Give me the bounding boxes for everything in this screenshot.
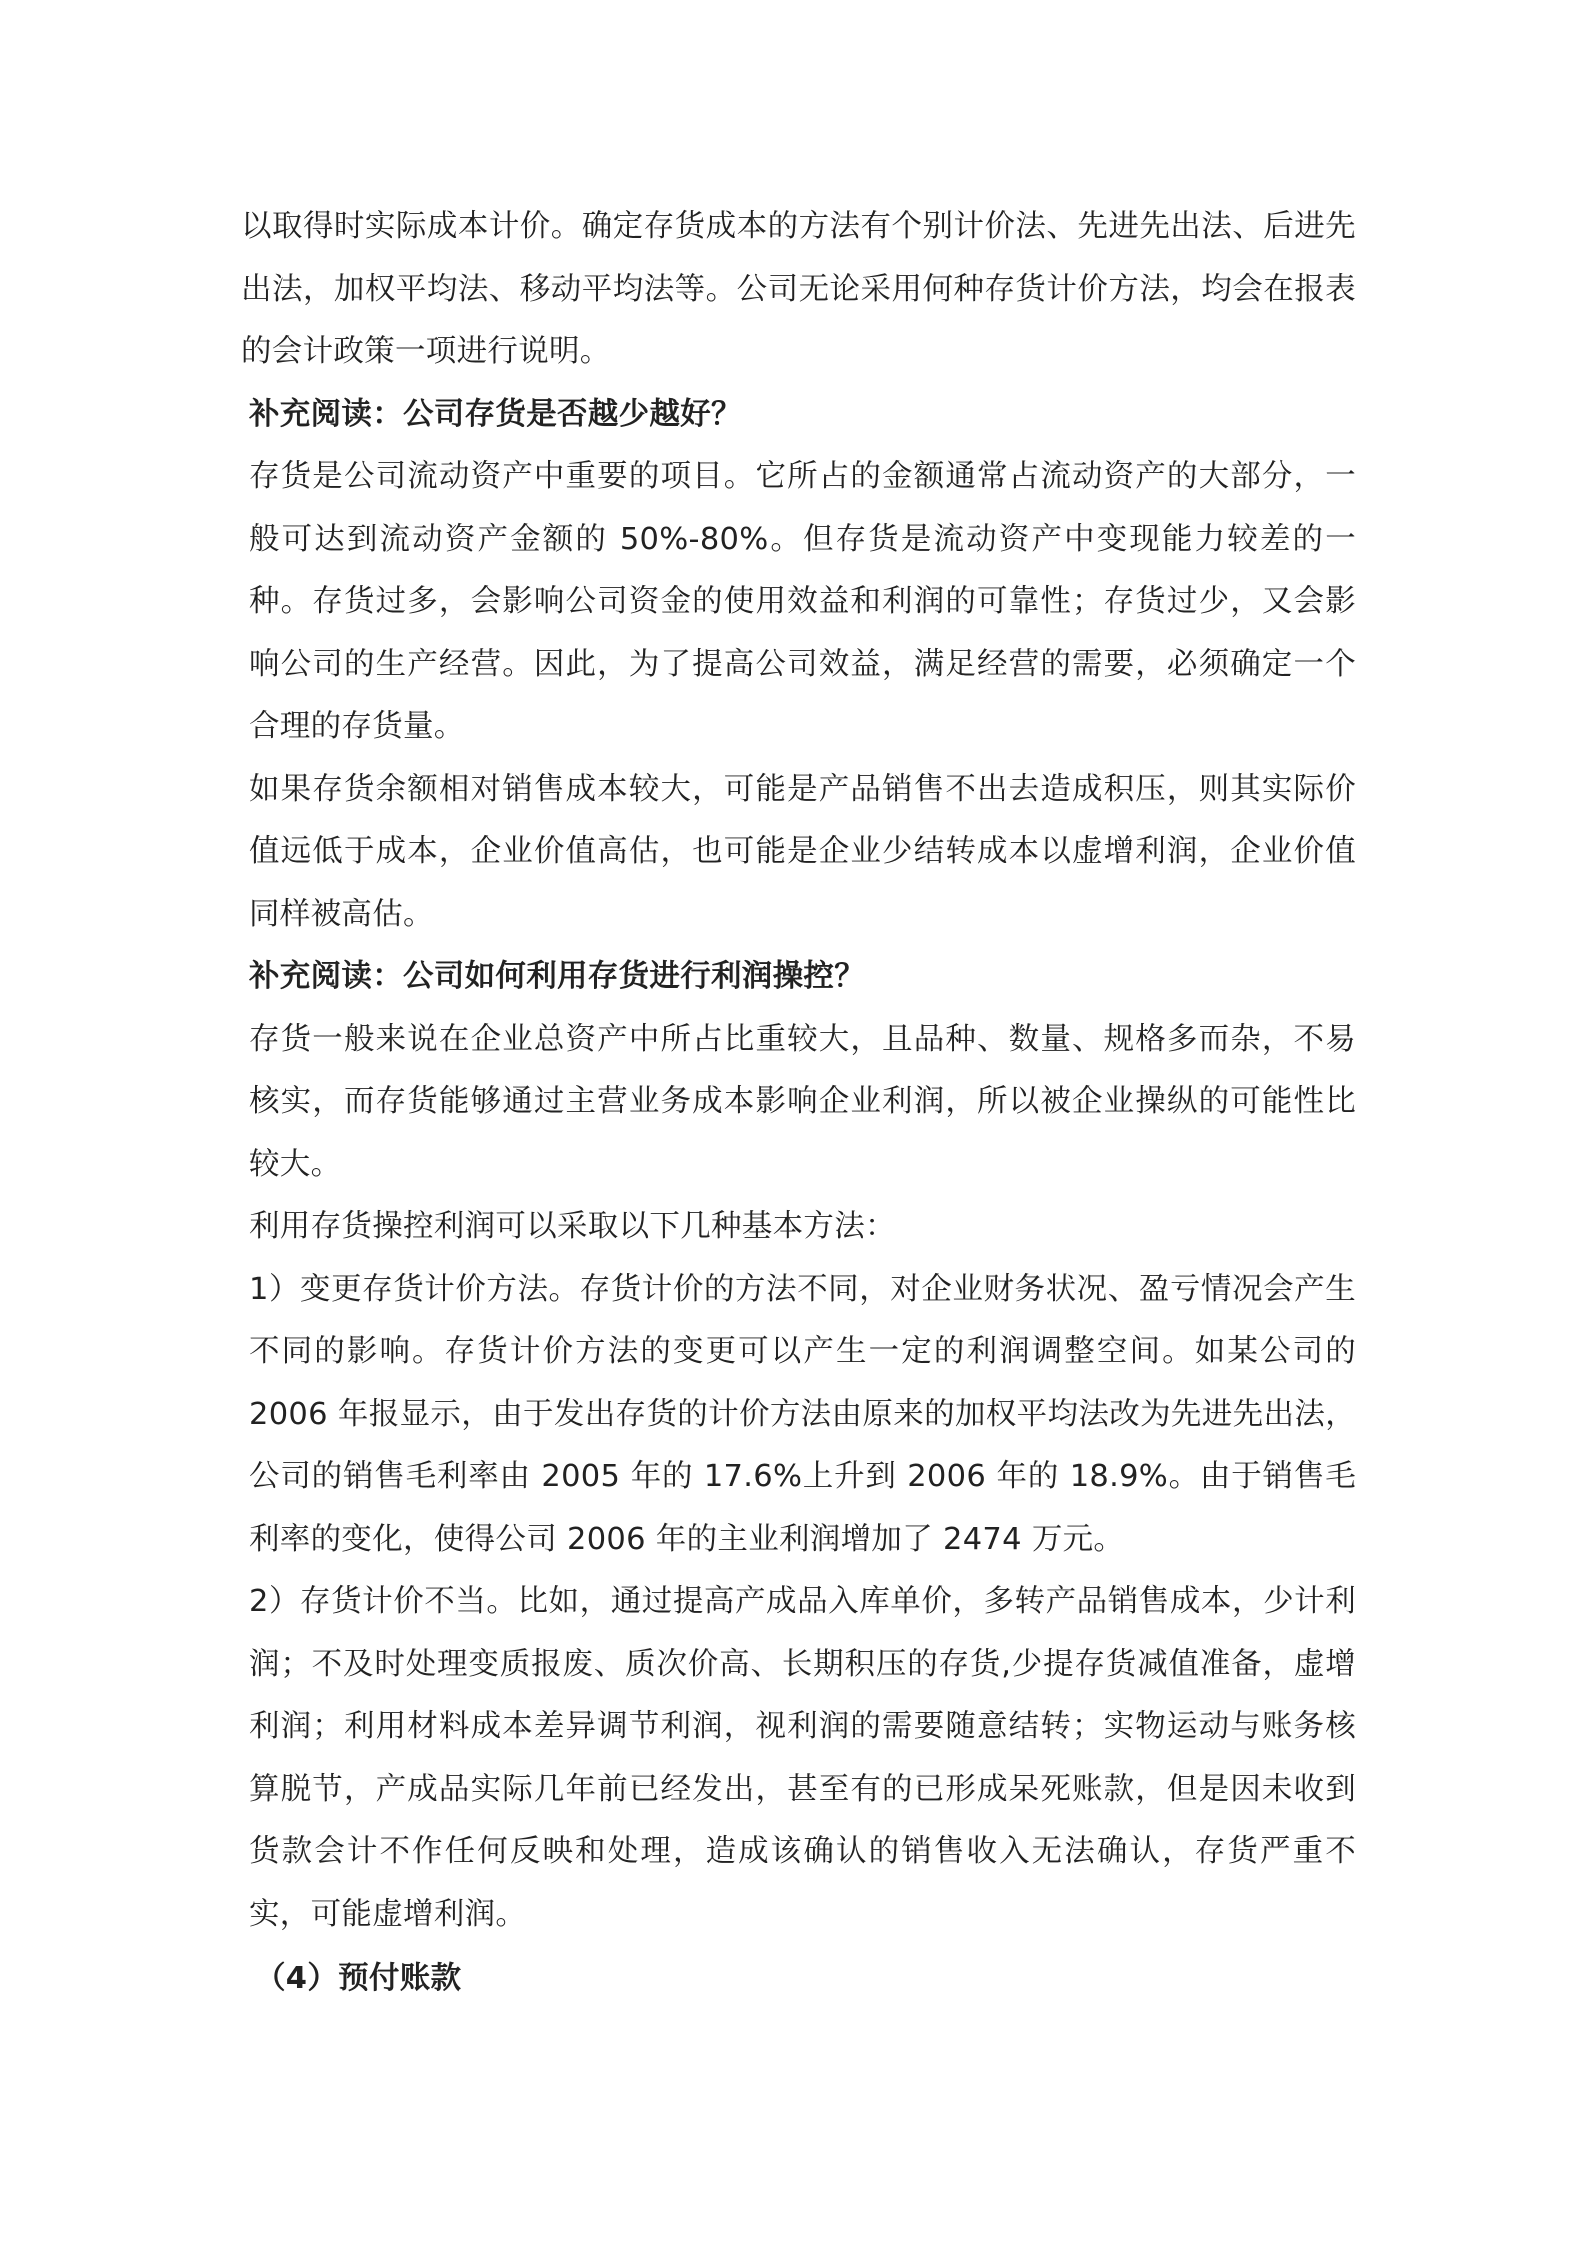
list-item-method-1: 1）变更存货计价方法。存货计价的方法不同，对企业财务状况、盈亏情况会产生不同的影响。存货计价方法的变更可以产生一定的利润调整空间。如某公司的 2006 年报显示，由于发出存货的计价方法由原来的加权平均法改为先进先出法，公司的销售毛利率由 2005 年的 17.6%上升到 2006 年的 18.9%。由于销售毛利率的变化，使得公司 2006 年的主业利润增加了 2474 万元。 [249, 1271, 1356, 1557]
document-page [241, 196, 1356, 2011]
paragraph-inventory-balance: 如果存货余额相对销售成本较大，可能是产品销售不出去造成积压，则其实际价值远低于成本，企业价值高估，也可能是企业少结转成本以虚增利润，企业价值同样被高估。 [249, 771, 1356, 932]
paragraph-inventory-valuation: 以取得时实际成本计价。确定存货成本的方法有个别计价法、先进先出法、后进先出法，加权平均法、移动平均法等。公司无论采用何种存货计价方法，均会在报表的会计政策一项进行说明。 [241, 209, 1356, 369]
paragraph-methods-intro: 利用存货操控利润可以采取以下几种基本方法： [249, 1209, 896, 1244]
heading-supplementary-reading-2: 补充阅读：公司如何利用存货进行利润操控？ [249, 959, 865, 994]
paragraph-inventory-manipulation: 存货一般来说在企业总资产中所占比重较大，且品种、数量、规格多而杂，不易核实，而存货能够通过主营业务成本影响企业利润，所以被企业操纵的可能性比较大。 [249, 1021, 1356, 1182]
paragraph-inventory-importance: 存货是公司流动资产中重要的项目。它所占的金额通常占流动资产的大部分，一般可达到流动资产金额的 50%-80%。但存货是流动资产中变现能力较差的一种。存货过多，会影响公司资金的使用效益和利润的可靠性；存货过少，又会影响公司的生产经营。因此，为了提高公司效益，满足经营的需要，必须确定一个合理的存货量。 [249, 459, 1356, 744]
list-item-method-2: 2）存货计价不当。比如，通过提高产成品入库单价，多转产品销售成本，少计利润；不及时处理变质报废、质次价高、长期积压的存货,少提存货减值准备，虚增利润；利用材料成本差异调节利润，视利润的需要随意结转；实物运动与账务核算脱节，产成品实际几年前已经发出，甚至有的已形成呆死账款，但是因未收到货款会计不作任何反映和处理，造成该确认的销售收入无法确认，存货严重不实，可能虚增利润。 [249, 1584, 1356, 1932]
heading-supplementary-reading-1: 补充阅读：公司存货是否越少越好？ [249, 396, 742, 432]
section-heading-prepayments: （4）预付账款 [255, 1961, 462, 1996]
